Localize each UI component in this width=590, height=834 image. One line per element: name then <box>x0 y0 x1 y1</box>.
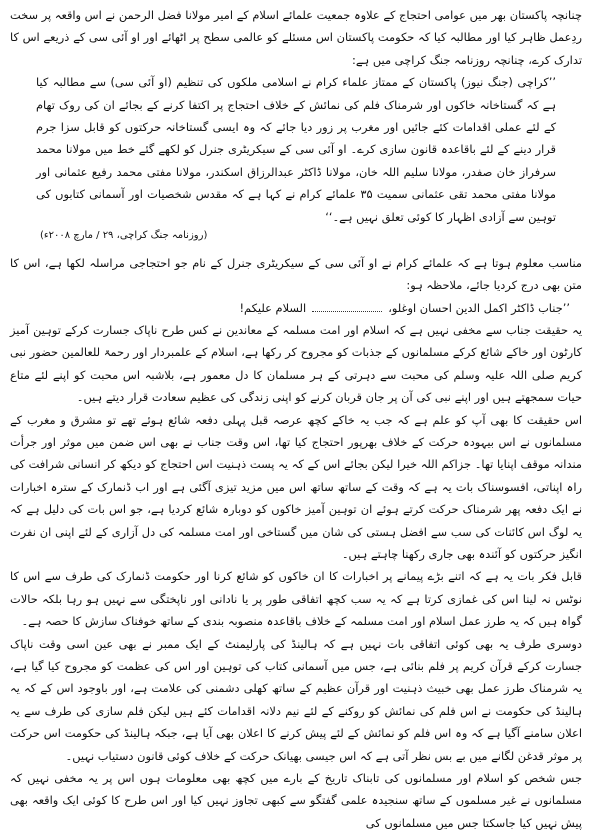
intro-paragraph: چنانچہ پاکستان بھر میں عوامی احتجاج کے علاوہ جمعیت علمائے اسلام کے امیر مولانا فضل الرحمن نے اس واقعہ پر سخت ردِعمل ظاہر کیا اور مطالبہ کیا کہ حکومت پاکستان اس مسئلے کو عالمی سطح پر اٹھائے اور او آئی سی کے ذریعے اس کا تدارک کرے، چنانچہ روزنامہ جنگ کراچی میں ہے: <box>10 8 582 67</box>
salutation-greeting: السلام علیکم! <box>239 300 307 315</box>
letter-paragraph-4: دوسری طرف یہ بھی کوئی اتفاقی بات نہیں ہے کہ ہالینڈ کی پارلیمنٹ کے ایک ممبر نے بھی عین اسی وقت ناپاک جسارت کرکے قرآن کریم پر فلم بنائی ہے، جس میں آسمانی کتاب کی توہین اور اس کی عظمت کو مجروح کیا گیا ہے، یہ شرمناک طرز عمل بھی خبیث ذہنیت اور قرآن عظیم کے ساتھ کھلی دشمنی کی علامت ہے، اور باوجود اس کے کہ یہ ہالینڈ کی حکومت نے اس فلم کی نمائش کو روکنے کے لئے نیم دلانہ اقدامات کئے ہیں لیکن فلم سازی کی طرف سے یہ اعلان سامنے آگیا ہے کہ وہ اس فلم کو نمائش کے لئے پیش کرنے کا اعلان بھی آیا ہے، جبکہ ہالینڈ کی حکومت اس حرکت پر موثر قدغن لگانے میں بے بس نظر آتی ہے کہ اس جیسی بھیانک حرکت کے خلاف کوئی قانون دستیاب نہیں۔ <box>10 636 582 763</box>
salutation-name: ’’جناب ڈاکٹر اکمل الدین احسان اوغلو، <box>388 300 570 315</box>
news-quote: ’’کراچی (جنگ نیوز) پاکستان کے ممتاز علماء کرام نے اسلامی ملکوں کی تنظیم (او آئی سی) سے مطالبہ کیا ہے کہ گستاخانہ خاکوں اور شرمناک فلم کی نمائش کے خلاف احتجاج پر اکتفا کرنے کے بجائے ان کی روک تھام کے لئے عملی اقدامات کئے جائیں اور مغرب پر زور دیا جائے کہ وہ ایسی گستاخانہ حرکتوں کو قابل سزا جرم قرار دینے کے لئے باقاعدہ قانون سازی کرے۔ او آئی سی کے سیکریٹری جنرل کو لکھے گئے خط میں مولانا محمد سرفراز خان صفدر، مولانا سلیم اللہ خان، مولانا ڈاکٹر عبدالرزاق اسکندر، مولانا مفتی محمد رفیع عثمانی اور مولانا مفتی محمد تقی عثمانی سمیت ۳۵ علمائے کرام نے کہا ہے کہ مقدس شخصیات اور آسمانی کتابوں کی توہین سے آزادی اظہار کا کوئی تعلق نہیں ہے۔‘‘ <box>36 75 556 224</box>
citation: (روزنامہ جنگ کراچی، ۲۹ / مارچ ۲۰۰۸ء) <box>40 230 208 242</box>
dotted-gap <box>312 311 382 312</box>
letter-paragraph-2: اس حقیقت کا بھی آپ کو علم ہے کہ جب یہ خاکے کچھ عرصہ قبل پہلی دفعہ شائع ہوئے تھے تو مشرق و مغرب کے مسلمانوں نے اس بیہودہ حرکت کے خلاف بھرپور احتجاج کیا تھا، اس وقت جناب نے بھی اس ضمن میں موثر اور جرأت مندانہ موقف اپنایا تھا۔ جزاکم اللہ خیرا لیکن بجائے اس کے کہ یہ پست ذہنیت اس احتجاج کو دیکھ کر انسانی شرافت کی راہ اپناتی، افسوسناک بات یہ ہے کہ وقت کے ساتھ ساتھ اس میں مزید تیزی آگئی ہے اور اب ڈنمارک کے سترہ اخبارات نے ایک دفعہ پھر شرمناک حرکت کرتے ہوئے ان توہین آمیز خاکوں کو دوبارہ شائع کردیا ہے، جو اس بات کی دلیل ہے کہ یہ لوگ اس کائنات کی سب سے افضل ہستی کی شان میں گستاخی اور امت مسلمہ کی دل آزاری کے لئے اپنی ان نفرت انگیز حرکتوں کو آئندہ بھی جاری رکھنا چاہتے ہیں۔ <box>10 412 582 561</box>
salutation <box>120 297 582 319</box>
letter-paragraph-1: یہ حقیقت جناب سے مخفی نہیں ہے کہ اسلام اور امت مسلمہ کے معاندین نے کس طرح ناپاک جسارت کرکے توہین آمیز کارٹون اور خاکے شائع کرکے مسلمانوں کے جذبات کو مجروح کر رکھا ہے، اسلام کے علمبردار اور رحمۃ للعالمین حضور نبی کریم صلی اللہ علیہ وسلم کی محبت سے دہرتی کے ہر مسلمان کا دل معمور ہے، بلاشبہ اس محبت کو اپنے لئے متاع حیات سمجھتے ہیں اور اپنے نبی کی آن پر جان قربان کرنے کو اپنی زندگی کی عظیم سعادت قرار دیتے ہیں۔ <box>10 322 582 405</box>
letter-paragraph-3: قابل فکر بات یہ ہے کہ اتنے بڑے پیمانے پر اخبارات کا ان خاکوں کو شائع کرنا اور حکومت ڈنمارک کی طرف سے اس کا نوٹس نہ لینا اس کی غمازی کرتا ہے کہ یہ سب کچھ اتفاقی طور پر یا نادانی اور ناپختگی سے نہیں ہو رہا بلکہ حالات گواہ ہیں کہ یہ طرز عمل اسلام اور امت مسلمہ کے خلاف باقاعدہ منصوبہ بندی کے ساتھ خوفناک سازش کا حصہ ہے۔ <box>10 569 582 629</box>
letter-paragraph-5: جس شخص کو اسلام اور مسلمانوں کی تابناک تاریخ کے بارے میں کچھ بھی معلومات ہوں اس پر یہ مخفی نہیں کہ مسلمانوں نے غیر مسلموں کے ساتھ سنجیدہ علمی گفتگو سے کبھی تجاوز نہیں کیا اور اس طرح کا کوئی ایک واقعہ بھی پیش نہیں کیا جاسکتا جس میں مسلمانوں کی <box>10 771 582 830</box>
letter-intro-paragraph: مناسب معلوم ہوتا ہے کہ علمائے کرام نے او آئی سی کے سیکریٹری جنرل کے نام جو احتجاجی مراسلہ لکھا ہے، اس کا متن بھی درج کردیا جائے، ملاحظہ ہو: <box>10 256 582 293</box>
